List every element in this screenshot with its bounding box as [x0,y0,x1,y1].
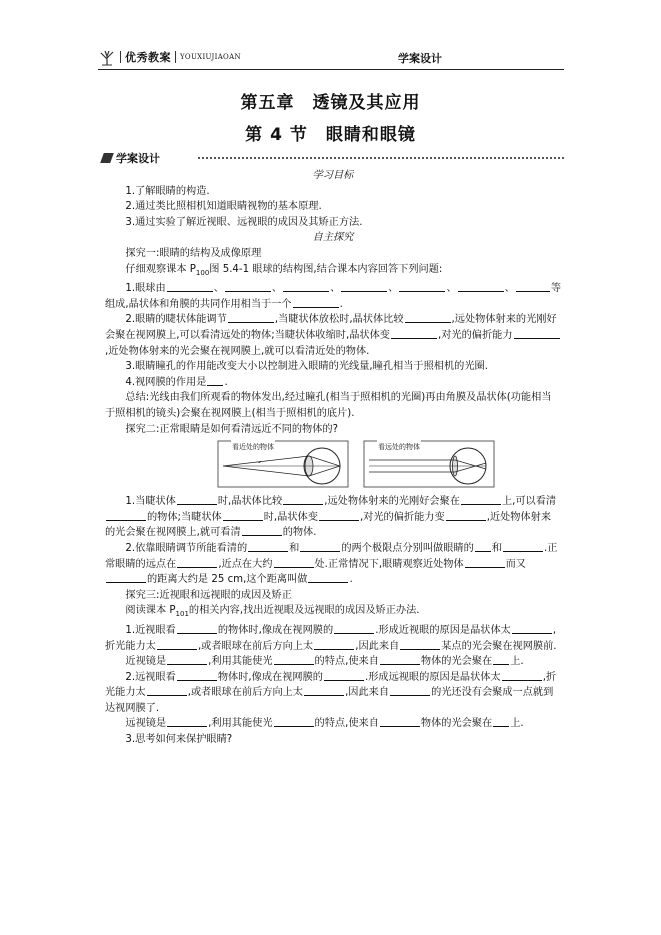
self-study-heading: 自主探究 [312,232,354,244]
answer-blank[interactable] [493,654,509,665]
logo-english: YOUXIUJIAOAN [180,53,241,61]
goals-heading: 学习目标 [312,170,354,181]
logo-separator [175,51,176,63]
answer-blank[interactable] [465,557,505,568]
explore1-title: 探究一:眼睛的结构及成像原理 [125,247,262,259]
answer-blank[interactable] [207,375,223,386]
explore1-summary: 总结:光线由我们所观看的物体发出,经过瞳孔(相当于照相机的光圈)再由角膜及晶状体(功能相当于照相机的镜头)会聚在视网膜上(相当于照相机的底片). [105,392,552,419]
answer-blank[interactable] [177,494,217,505]
answer-blank[interactable] [334,623,374,634]
eye-near-caption: 看近处的物体 [231,440,275,456]
answer-blank[interactable] [274,654,314,665]
header-title: 学案设计 [398,52,442,65]
answer-blank[interactable] [225,281,271,292]
answer-blank[interactable] [177,623,217,634]
logo [98,48,241,66]
answer-blank[interactable] [391,328,437,339]
answer-blank[interactable] [106,572,146,583]
banner-mark-icon [100,153,114,163]
answer-blank[interactable] [324,670,364,681]
goal-item: 1.了解眼睛的构造. [125,185,210,197]
myopia-lens: 近视镜是 ,利用其能使光 的特点,使来自 物体的光会聚在 上. [125,656,524,668]
explore2-question-1: 1.当睫状体 时,晶状体比较 ,远处物体射来的光刚好会聚在 上,可以看清的物体;当睫状体 时,晶状体变 ,对光的偏折能力变 ,近处物体射来的光会聚在视网膜上,就可看清 的物体. [105,496,557,539]
answer-blank[interactable] [300,541,340,552]
answer-blank[interactable] [516,281,550,292]
explore1-intro: 仔细观察课本 $P_{100}$图 5.4-1 眼球的结构图,结合课本内容回答下列问题: [125,263,443,277]
explore2-question-2: 2.依靠眼睛调节所能看清的 和 的两个极限点分别叫做眼睛的 和 .正常眼睛的远点在 ,近点在大约 处.正常情况下,眼睛观察近处物体 而又的距离大约是 25 cm,这个距离叫做 . [105,542,558,586]
goal-item: 3.通过实验了解近视眼、远视眼的成因及其矫正方法. [125,216,363,228]
banner-divider [198,157,564,159]
answer-blank[interactable] [167,654,207,665]
answer-blank[interactable] [319,510,359,521]
answer-blank[interactable] [380,654,420,665]
answer-blank[interactable] [405,312,451,323]
explore3-intro: 阅读课本 $P_{101}$的相关内容,找出近视眼及远视眼的成因及矫正办法. [125,605,420,619]
eye-figure-far [363,440,495,488]
explore2-title: 探究二:正常眼睛是如何看清远近不同的物体的? [125,423,338,435]
answer-blank[interactable] [390,685,430,696]
logo-separator [120,51,121,63]
section-banner [98,150,564,166]
answer-blank[interactable] [341,281,387,292]
answer-blank[interactable] [157,639,197,650]
eye-figure-near [217,440,349,488]
answer-blank[interactable] [400,639,440,650]
answer-blank[interactable] [503,541,543,552]
explore3-title: 探究三:近视眼和远视眼的成因及矫正 [125,589,292,601]
answer-blank[interactable] [223,510,263,521]
answer-blank[interactable] [314,639,354,650]
answer-blank[interactable] [242,525,282,536]
page-header [98,45,564,70]
answer-blank[interactable] [177,670,217,681]
eye-far-caption: 看远处的物体 [377,440,421,456]
hyperopia-lens: 远视镜是 ,利用其能使光 的特点,使来自 物体的光会聚在 上. [125,718,524,730]
answer-blank[interactable] [167,716,207,727]
answer-blank[interactable] [304,685,344,696]
hyperopia-question: 2.远视眼看 物体时,像成在视网膜的 .形成远视眼的原因是晶状体太 ,折光能力太 ,或者眼球在前后方向上太 ,因此来自 的光还没有会聚成一点就到达视网膜了. [105,671,557,714]
answer-blank[interactable] [274,716,314,727]
explore1-question-4: 4.视网膜的作用是 . [125,376,228,388]
protect-eyes-question: 3.思考如何来保护眼睛? [125,734,233,746]
answer-blank[interactable] [228,312,274,323]
answer-blank[interactable] [106,510,146,521]
answer-blank[interactable] [147,685,187,696]
myopia-question: 1.近视眼看 的物体时,像成在视网膜的 .形成近视眼的原因是晶状体太 ,折光能力太 ,或者眼球在前后方向上太 ,因此来自 某点的光会聚在视网膜前. [105,624,557,652]
answer-blank[interactable] [283,281,329,292]
answer-blank[interactable] [475,541,491,552]
answer-blank[interactable] [502,670,542,681]
worksheet-body [105,168,561,748]
answer-blank[interactable] [512,623,552,634]
explore1-question-2: 2.眼睛的睫状体能调节 ,当睫状体放松时,晶状体比较 ,远处物体射来的光刚好会聚在视网膜上,可以看清远处的物体;当睫状体收缩时,晶状体变 ,对光的偏折能力,近处物体射来的光会聚在视网膜上,就可以看清近处的物体. [105,312,561,359]
answer-blank[interactable] [461,494,501,505]
answer-blank[interactable] [514,328,560,339]
answer-blank[interactable] [274,557,314,568]
answer-blank[interactable] [458,281,504,292]
tree-icon [98,48,116,66]
chapter-title: 第五章 透镜及其应用 [240,93,421,113]
explore1-question-3: 3.眼睛瞳孔的作用能改变大小以控制进入眼睛的光线量,瞳孔相当于照相机的光圈. [125,361,488,373]
answer-blank[interactable] [308,572,348,583]
answer-blank[interactable] [293,297,339,308]
eye-figures [217,440,561,488]
explore1-question-1: 1.眼球由 、 、 、 、 、 、 等组成,晶状体和角膜的共同作用相当于一个 . [105,283,561,310]
logo-text: 优秀教案 [125,51,171,64]
answer-blank[interactable] [399,281,445,292]
goal-item: 2.通过类比照相机知道眼睛视物的基本原理. [125,201,322,213]
answer-blank[interactable] [177,557,217,568]
answer-blank[interactable] [380,716,420,727]
answer-blank[interactable] [283,494,323,505]
banner-tag: 学案设计 [116,152,160,165]
answer-blank[interactable] [167,281,213,292]
answer-blank[interactable] [248,541,288,552]
section-title: 第 4 节 眼睛和眼镜 [245,125,416,145]
answer-blank[interactable] [493,716,509,727]
answer-blank[interactable] [446,510,486,521]
